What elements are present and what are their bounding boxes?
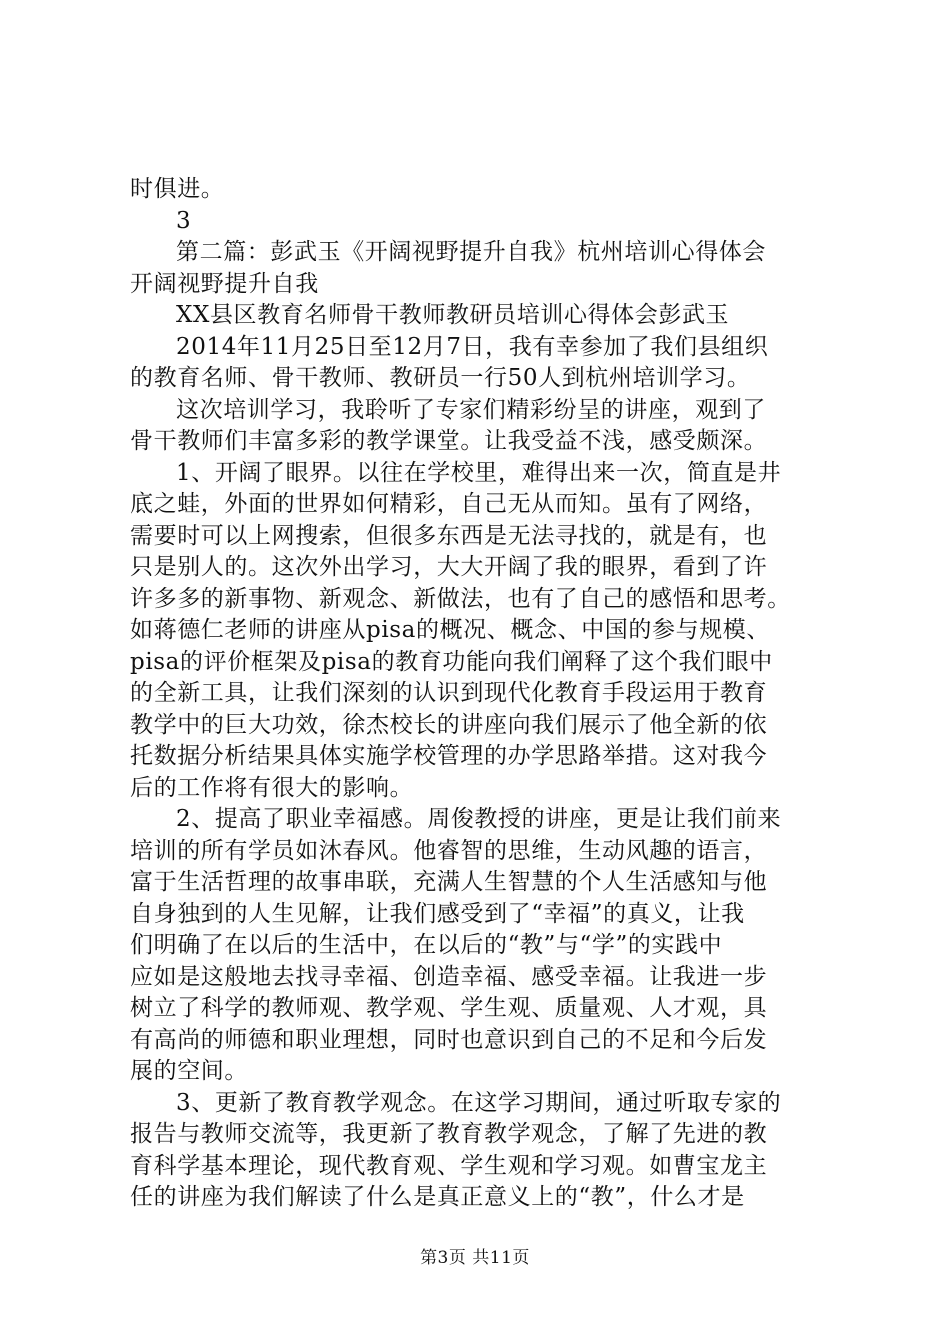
text-line: 任的讲座为我们解读了什么是真正意义上的“教”，什么才是 [130, 1184, 745, 1210]
text-line: 骨干教师们丰富多彩的教学课堂。让我受益不浅，感受颇深。 [130, 428, 768, 454]
text-line: 需要时可以上网搜索，但很多东西是无法寻找的，就是有，也 [130, 522, 768, 549]
text-line: 的全新工具，让我们深刻的认识到现代化教育手段运用于教育 [130, 680, 768, 706]
text-line: 2014年11月25日至12月7日，我有幸参加了我们县组织 [176, 333, 769, 360]
text-line: 这次培训学习，我聆听了专家们精彩纷呈的讲座，观到了 [176, 396, 766, 423]
text-line: 教学中的巨大功效，徐杰校长的讲座向我们展示了他全新的依 [130, 711, 768, 738]
text-line: pisa的评价框架及pisa的教育功能向我们阐释了这个我们眼中 [130, 648, 773, 675]
page-footer: 第3页 共11页 [420, 1248, 530, 1268]
text-line: 报告与教师交流等，我更新了教育教学观念，了解了先进的教 [130, 1121, 768, 1147]
text-line: 后的工作将有很大的影响。 [130, 774, 414, 801]
text-line: 如蒋德仁老师的讲座从pisa的概况、概念、中国的参与规模、 [130, 617, 770, 643]
text-line: 自身独到的人生见解，让我们感受到了“幸福”的真义，让我 [130, 900, 745, 927]
text-line: 有高尚的师德和职业理想，同时也意识到自己的不足和今后发 [130, 1026, 768, 1053]
text-line: 只是别人的。这次外出学习，大大开阔了我的眼界，看到了许 [130, 554, 768, 580]
text-line: 培训的所有学员如沐春风。他睿智的思维，生动风趣的语言， [130, 837, 768, 864]
document-body [130, 174, 832, 1214]
text-line: 2、提高了职业幸福感。周俊教授的讲座，更是让我们前来 [176, 806, 782, 832]
text-line: 第二篇：彭武玉《开阔视野提升自我》杭州培训心得体会 [176, 239, 766, 265]
text-line: 展的空间。 [130, 1058, 248, 1084]
text-line: XX县区教育名师骨干教师教研员培训心得体会彭武玉 [176, 302, 730, 328]
text-line: 树立了科学的教师观、教学观、学生观、质量观、人才观，具 [130, 995, 768, 1021]
text-line: 许多多的新事物、新观念、新做法，也有了自己的感悟和思考。 [130, 585, 791, 612]
text-line: 应如是这般地去找寻幸福、创造幸福、感受幸福。让我进一步 [130, 963, 768, 990]
text-line: 们明确了在以后的生活中，在以后的“教”与“学”的实践中 [130, 932, 723, 958]
text-line: 1、开阔了眼界。以往在学校里，难得出来一次，简直是井 [176, 459, 782, 486]
text-line: 的教育名师、骨干教师、教研员一行50人到杭州培训学习。 [130, 365, 751, 391]
text-line: 3、更新了教育教学观念。在这学习期间，通过听取专家的 [176, 1089, 782, 1116]
text-line: 3 [176, 207, 192, 234]
text-line: 时俱进。 [130, 176, 225, 202]
text-line: 开阔视野提升自我 [130, 270, 319, 297]
text-line: 育科学基本理论，现代教育观、学生观和学习观。如曹宝龙主 [130, 1152, 768, 1179]
text-line: 托数据分析结果具体实施学校管理的办学思路举措。这对我今 [130, 743, 768, 769]
text-line: 底之蛙，外面的世界如何精彩，自己无从而知。虽有了网络， [130, 491, 768, 517]
text-line: 富于生活哲理的故事串联，充满人生智慧的个人生活感知与他 [130, 869, 768, 895]
